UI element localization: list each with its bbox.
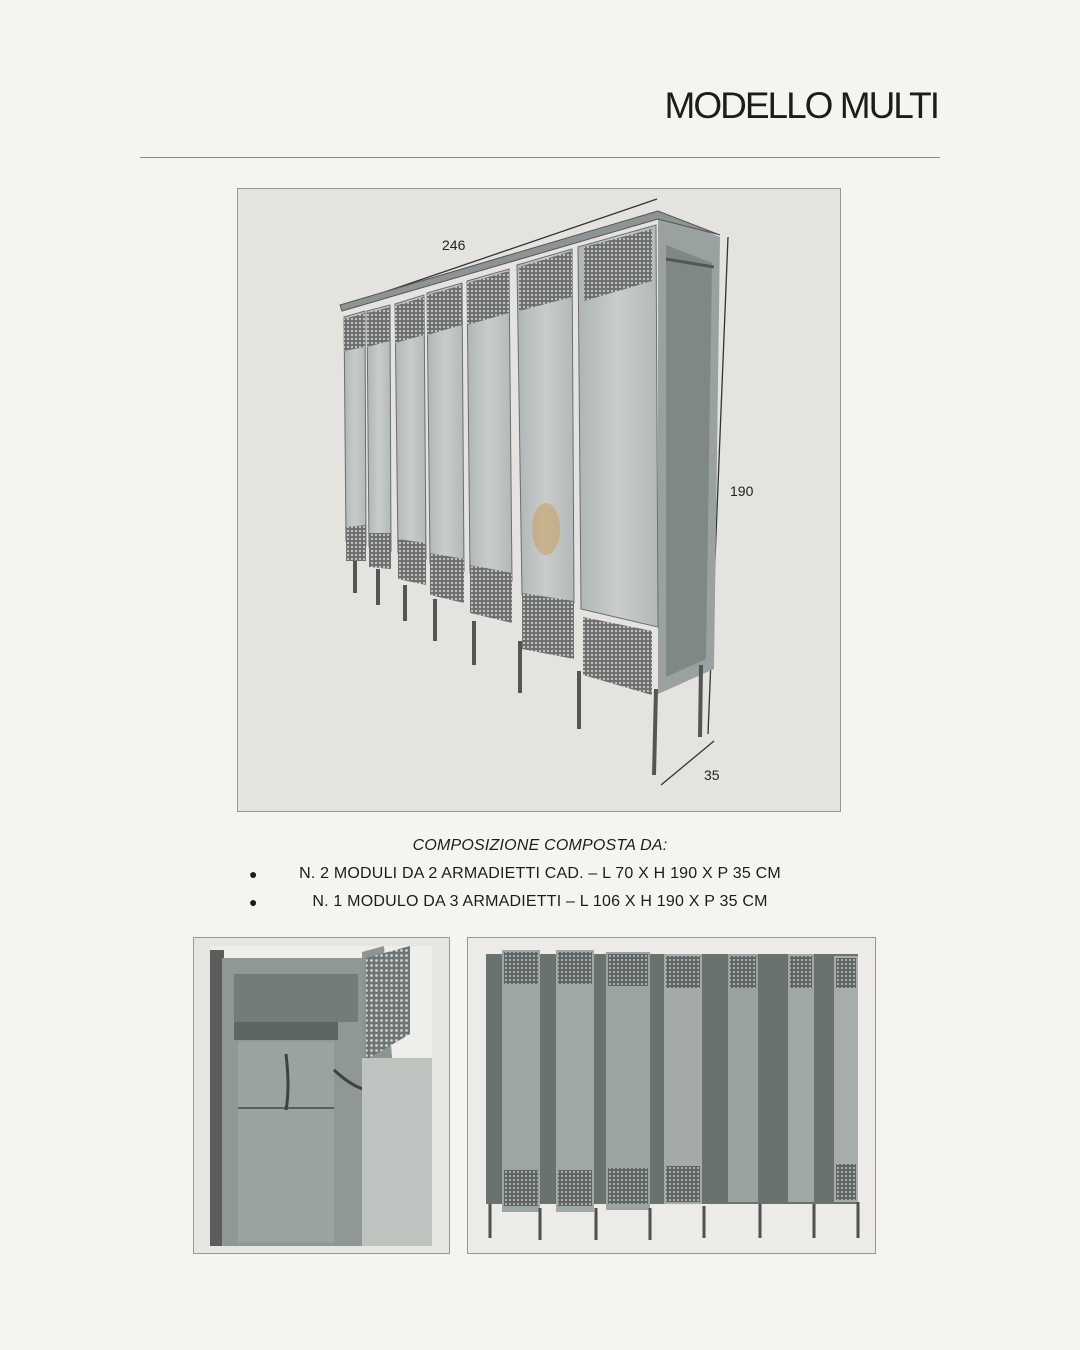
page-title: MODELLO MULTI — [664, 85, 938, 126]
height-label: 190 — [730, 483, 754, 499]
depth-label: 35 — [704, 767, 720, 783]
composition-item-text: N. 2 MODULI DA 2 ARMADIETTI CAD. – L 70 X H 190 X P 35 CM — [299, 865, 781, 882]
composition-list — [0, 864, 1080, 920]
width-label: 246 — [442, 237, 466, 253]
bullet-icon: ● — [249, 866, 258, 882]
bullet-icon: ● — [249, 894, 258, 910]
list-item — [0, 864, 1080, 892]
interior-detail-photo — [193, 937, 450, 1254]
interior-illustration — [194, 938, 449, 1253]
open-lockers-photo — [467, 937, 876, 1254]
open-lockers-illustration — [468, 938, 875, 1253]
composition-heading: COMPOSIZIONE COMPOSTA DA: — [412, 837, 668, 854]
composition-section — [0, 836, 1080, 920]
locker-illustration — [238, 189, 840, 811]
title-divider — [140, 157, 940, 158]
composition-item-text: N. 1 MODULO DA 3 ARMADIETTI – L 106 X H 190 X P 35 CM — [312, 893, 768, 910]
list-item — [0, 892, 1080, 920]
main-locker-photo — [237, 188, 841, 812]
